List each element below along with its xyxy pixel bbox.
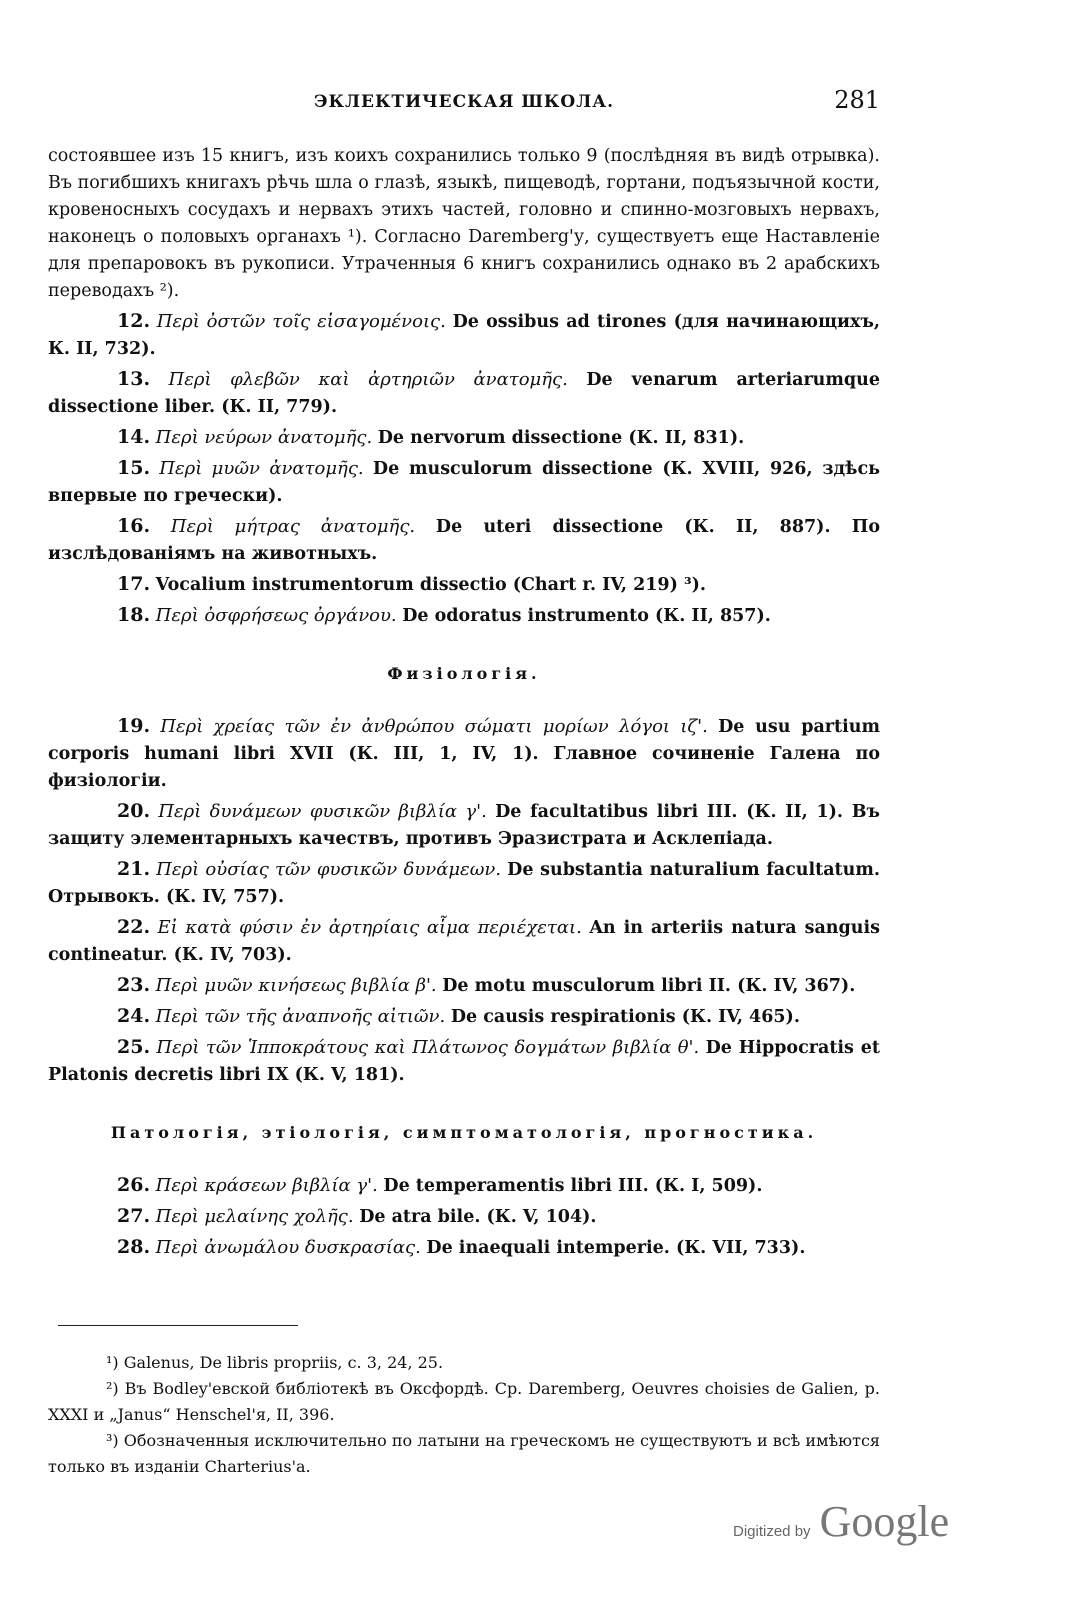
entry-latin-title: De inaequali intemperie. (К. VII, 733).: [426, 1238, 806, 1258]
catalog-entry: [48, 1003, 880, 1031]
entry-greek-title: Περὶ ἀνωμάλου δυσκρασίας.: [155, 1237, 421, 1258]
entry-latin-title: An in arteriis natura sanguis contineatur. (К. IV, 703).: [48, 918, 880, 965]
catalog-entry: [48, 972, 880, 1000]
catalog-entry: [48, 1034, 880, 1089]
entry-number: 26.: [117, 1174, 151, 1196]
entry-number: 17.: [117, 573, 151, 595]
section-title-physiology: Физіологія.: [387, 664, 541, 683]
catalog-entry: [48, 798, 880, 853]
entry-number: 23.: [117, 974, 151, 996]
entry-latin-title: Vocalium instrumentorum dissectio (Chart r. IV, 219) ³).: [155, 575, 707, 595]
entry-latin-title: De nervorum dissectione (К. II, 831).: [377, 428, 745, 448]
entry-latin-title: De facultatibus libri III. (К. II, 1). Въ защиту элементарныхъ качествъ, противъ Эразистрата и Асклепіада.: [48, 802, 880, 849]
entry-greek-title: Περὶ μυῶν ἀνατομῆς.: [159, 458, 364, 479]
entry-latin-title: De atra bile. (К. V, 104).: [359, 1207, 597, 1227]
catalog-entry: [48, 914, 880, 969]
entry-latin-title: De motu musculorum libri II. (К. IV, 367).: [442, 976, 856, 996]
entry-greek-title: Περὶ κράσεων βιβλία γ'.: [155, 1175, 378, 1196]
entry-greek-title: Περὶ νεύρων ἀνατομῆς.: [155, 427, 373, 448]
catalog-entry: [48, 455, 880, 510]
book-page: [48, 0, 880, 1600]
entry-number: 25.: [117, 1036, 151, 1058]
page-header: [48, 86, 880, 116]
entry-greek-title: Περὶ τῶν Ἱπποκράτους καὶ Πλάτωνος δογμάτων βιβλία θ'.: [156, 1037, 700, 1058]
watermark-logo-text: Google: [819, 1497, 950, 1546]
catalog-entry: [48, 366, 880, 421]
entry-number: 15.: [117, 457, 151, 479]
entry-greek-title: Περὶ μήτρας ἀνατομῆς.: [170, 516, 416, 537]
entry-number: 21.: [117, 858, 151, 880]
catalog-entry: [48, 1172, 880, 1200]
physiology-entries: [48, 713, 880, 1089]
main-text: [48, 143, 880, 1265]
footnote-1: ¹) Galenus, De libris propriis, c. 3, 24, 25.: [106, 1353, 444, 1372]
section-title-pathology: Патологія, этіологія, симптоматологія, прогностика.: [110, 1123, 818, 1142]
catalog-entry: [48, 571, 880, 599]
anatomy-entries: [48, 308, 880, 630]
entry-number: 14.: [117, 426, 151, 448]
entry-greek-title: Περὶ φλεβῶν καὶ ἀρτηριῶν ἀνατομῆς.: [168, 369, 568, 390]
entry-latin-title: De Hippocratis et Platonis decretis libri IX (К. V, 181).: [48, 1038, 880, 1085]
entry-greek-title: Περὶ δυνάμεων φυσικῶν βιβλία γ'.: [158, 801, 487, 822]
entry-latin-title: De causis respirationis (К. IV, 465).: [450, 1007, 800, 1027]
footnote-3: ³) Обозначенныя исключительно по латыни на греческомъ не существуютъ и всѣ имѣются только въ изданіи Charterius'а.: [48, 1431, 880, 1476]
entry-number: 27.: [117, 1205, 151, 1227]
entry-number: 24.: [117, 1005, 151, 1027]
entry-latin-title: De uteri dissectione (К. II, 887). По изслѣдованіямъ на животныхъ.: [48, 517, 881, 564]
entry-latin-title: De odoratus instrumento (К. II, 857).: [402, 606, 771, 626]
entry-number: 18.: [117, 604, 151, 626]
catalog-entry: [48, 1203, 880, 1231]
footnotes: [48, 1350, 880, 1480]
entry-number: 28.: [117, 1236, 151, 1258]
entry-greek-title: Περὶ χρείας τῶν ἐν ἀνθρώπου σώματι μορίων λόγοι ιζ'.: [160, 716, 708, 737]
entry-greek-title: Εἰ κατὰ φύσιν ἐν ἀρτηρίαις αἷμα περιέχεται.: [157, 917, 582, 938]
entry-number: 19.: [117, 715, 151, 737]
entry-number: 22.: [117, 916, 151, 938]
entry-latin-title: De musculorum dissectione (К. XVIII, 926, здѣсь впервые по гречески).: [48, 459, 880, 506]
entry-number: 13.: [117, 368, 151, 390]
footnote-divider: [58, 1325, 298, 1326]
catalog-entry: [48, 713, 880, 795]
entry-number: 16.: [117, 515, 151, 537]
catalog-entry: [48, 602, 880, 630]
entry-latin-title: De substantia naturalium facultatum. Отрывокъ. (К. IV, 757).: [48, 860, 880, 907]
catalog-entry: [48, 1234, 880, 1262]
catalog-entry: [48, 424, 880, 452]
catalog-entry: [48, 513, 880, 568]
page-number: 281: [834, 86, 880, 114]
entry-greek-title: Περὶ τῶν τῆς ἀναπνοῆς αἰτιῶν.: [155, 1006, 446, 1027]
entry-number: 12.: [117, 310, 151, 332]
entry-greek-title: Περὶ μυῶν κινήσεως βιβλία β'.: [155, 975, 437, 996]
entry-number: 20.: [117, 800, 151, 822]
entry-greek-title: Περὶ ὀσφρήσεως ὀργάνου.: [155, 605, 397, 626]
entry-greek-title: Περὶ μελαίνης χολῆς.: [155, 1206, 354, 1227]
digitized-by-google-watermark: [733, 1496, 949, 1546]
entry-latin-title: De ossibus ad tirones (для начинающихъ, К. II, 732).: [48, 312, 880, 359]
footnote-2: ²) Въ Bodley'евской библіотекѣ въ Оксфордѣ. Ср. Daremberg, Oeuvres choisies de Galien, p. XXXI и „Janus“ Henschel'я, II, 396.: [48, 1379, 880, 1424]
entry-greek-title: Περὶ οὐσίας τῶν φυσικῶν δυνάμεων.: [156, 859, 502, 880]
running-title: ЭКЛЕКТИЧЕСКАЯ ШКОЛА.: [313, 92, 614, 112]
entry-latin-title: De temperamentis libri III. (К. I, 509).: [383, 1176, 763, 1196]
entry-latin-title: De usu partium corporis humani libri XVII (К. III, 1, IV, 1). Главное сочиненіе Галена по физіологіи.: [48, 717, 880, 791]
catalog-entry: [48, 856, 880, 911]
watermark-small-text: Digitized by: [733, 1523, 811, 1540]
catalog-entry: [48, 308, 880, 363]
intro-paragraph: состоявшее изъ 15 книгъ, изъ коихъ сохранились только 9 (послѣдняя въ видѣ отрывка). Въ погибшихъ книгахъ рѣчь шла о глазѣ, языкѣ, пищеводѣ, гортани, подъязычной кости, кровеносныхъ сосудахъ и нервахъ этихъ частей, головно и спинно-мозговыхъ нервахъ, наконецъ о половыхъ органахъ ¹). Согласно Daremberg'у, существуетъ еще Наставленіе для препаровокъ въ рукописи. Утраченныя 6 книгъ сохранились однако въ 2 арабскихъ переводахъ ²).: [48, 146, 880, 301]
pathology-entries: [48, 1172, 880, 1262]
entry-greek-title: Περὶ ὀστῶν τοῖς εἰσαγομένοις.: [156, 311, 446, 332]
entry-latin-title: De venarum arteriarumque dissectione liber. (К. II, 779).: [48, 370, 880, 417]
